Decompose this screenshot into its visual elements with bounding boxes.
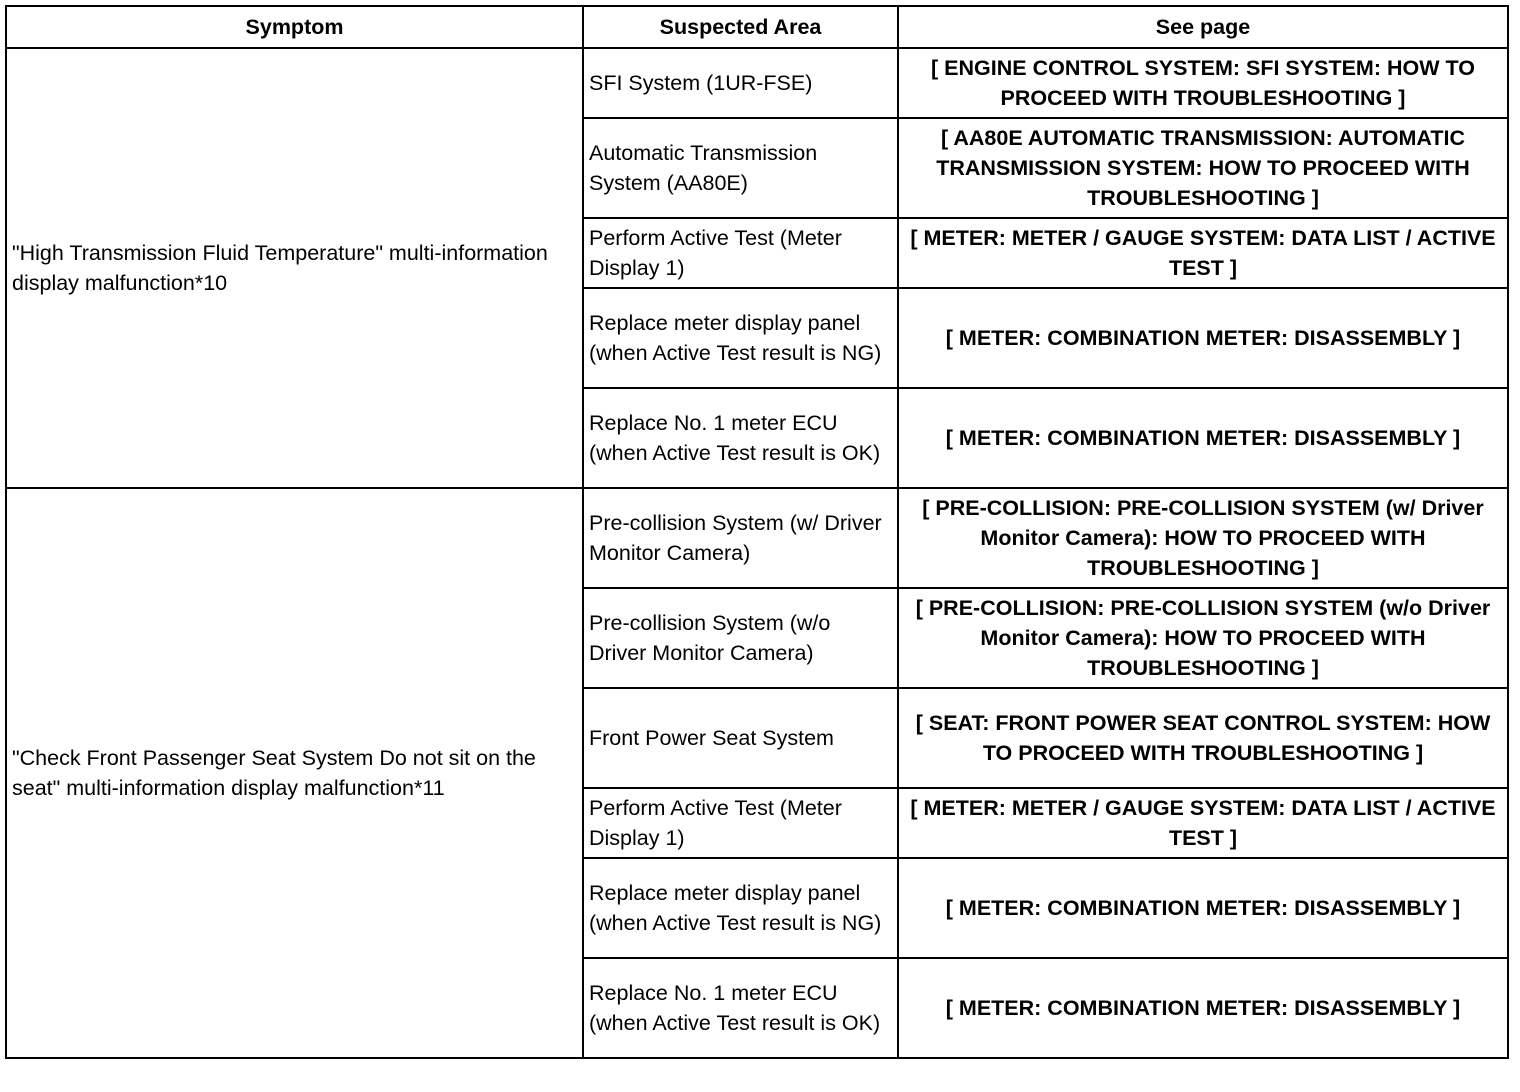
suspected-area-cell: Pre-collision System (w/ Driver Monitor Camera) (583, 488, 898, 588)
see-page-link[interactable]: [ METER: COMBINATION METER: DISASSEMBLY ] (898, 858, 1508, 958)
header-suspected-area: Suspected Area (583, 6, 898, 48)
symptom-cell: "Check Front Passenger Seat System Do not sit on the seat" multi-information display malfunction*11 (6, 488, 583, 1058)
suspected-area-cell: Perform Active Test (Meter Display 1) (583, 218, 898, 288)
see-page-link[interactable]: [ METER: COMBINATION METER: DISASSEMBLY ] (898, 288, 1508, 388)
symptom-cell: "High Transmission Fluid Temperature" multi-information display malfunction*10 (6, 48, 583, 488)
see-page-link[interactable]: [ AA80E AUTOMATIC TRANSMISSION: AUTOMATIC TRANSMISSION SYSTEM: HOW TO PROCEED WITH TROUBLESHOOTING ] (898, 118, 1508, 218)
troubleshooting-table (5, 5, 1509, 1059)
suspected-area-cell: Replace No. 1 meter ECU (when Active Test result is OK) (583, 958, 898, 1058)
see-page-link[interactable]: [ METER: METER / GAUGE SYSTEM: DATA LIST / ACTIVE TEST ] (898, 218, 1508, 288)
suspected-area-cell: Perform Active Test (Meter Display 1) (583, 788, 898, 858)
suspected-area-cell: Pre-collision System (w/o Driver Monitor Camera) (583, 588, 898, 688)
table-header-row (6, 6, 1508, 48)
table-row (6, 48, 1508, 118)
see-page-link[interactable]: [ METER: METER / GAUGE SYSTEM: DATA LIST / ACTIVE TEST ] (898, 788, 1508, 858)
suspected-area-cell: Replace No. 1 meter ECU (when Active Test result is OK) (583, 388, 898, 488)
suspected-area-cell: Replace meter display panel (when Active Test result is NG) (583, 288, 898, 388)
see-page-link[interactable]: [ METER: COMBINATION METER: DISASSEMBLY ] (898, 958, 1508, 1058)
see-page-link[interactable]: [ PRE-COLLISION: PRE-COLLISION SYSTEM (w/o Driver Monitor Camera): HOW TO PROCEED WITH TROUBLESHOOTING ] (898, 588, 1508, 688)
see-page-link[interactable]: [ PRE-COLLISION: PRE-COLLISION SYSTEM (w/ Driver Monitor Camera): HOW TO PROCEED WITH TROUBLESHOOTING ] (898, 488, 1508, 588)
suspected-area-cell: Replace meter display panel (when Active Test result is NG) (583, 858, 898, 958)
header-see-page: See page (898, 6, 1508, 48)
see-page-link[interactable]: [ METER: COMBINATION METER: DISASSEMBLY ] (898, 388, 1508, 488)
suspected-area-cell: Front Power Seat System (583, 688, 898, 788)
header-symptom: Symptom (6, 6, 583, 48)
suspected-area-cell: SFI System (1UR-FSE) (583, 48, 898, 118)
see-page-link[interactable]: [ SEAT: FRONT POWER SEAT CONTROL SYSTEM: HOW TO PROCEED WITH TROUBLESHOOTING ] (898, 688, 1508, 788)
suspected-area-cell: Automatic Transmission System (AA80E) (583, 118, 898, 218)
see-page-link[interactable]: [ ENGINE CONTROL SYSTEM: SFI SYSTEM: HOW TO PROCEED WITH TROUBLESHOOTING ] (898, 48, 1508, 118)
table-row (6, 488, 1508, 588)
